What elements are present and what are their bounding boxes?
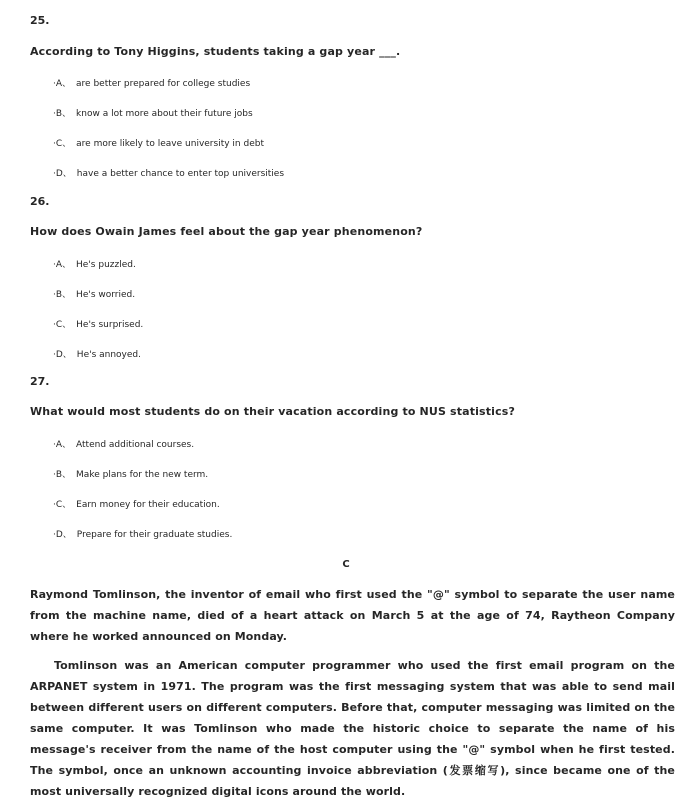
option-text: He's puzzled. bbox=[76, 260, 136, 270]
option-label: ·C、 bbox=[53, 500, 72, 510]
option-label: ·D、 bbox=[53, 350, 72, 360]
option-label: ·D、 bbox=[53, 169, 72, 179]
question-25-number: 25. bbox=[30, 14, 50, 27]
question-26-option-b[interactable] bbox=[53, 287, 135, 300]
question-25-option-c[interactable] bbox=[53, 136, 264, 149]
option-text: are more likely to leave university in debt bbox=[76, 139, 264, 149]
question-25-option-b[interactable] bbox=[53, 106, 253, 119]
option-text: have a better chance to enter top universities bbox=[76, 169, 285, 179]
question-26-option-d[interactable] bbox=[53, 347, 141, 360]
option-label: ·D、 bbox=[53, 530, 72, 540]
option-text: He's surprised. bbox=[76, 320, 144, 330]
question-27-option-d[interactable] bbox=[53, 527, 232, 540]
option-text: Earn money for their education. bbox=[76, 500, 220, 510]
question-25-stem: According to Tony Higgins, students taking a gap year ___. bbox=[30, 45, 401, 58]
question-27-stem: What would most students do on their vacation according to NUS statistics? bbox=[30, 405, 515, 418]
question-26-option-a[interactable] bbox=[53, 257, 136, 270]
option-text: Make plans for the new term. bbox=[76, 470, 209, 480]
question-25-option-d[interactable] bbox=[53, 166, 284, 179]
option-label: ·C、 bbox=[53, 320, 72, 330]
question-26-stem: How does Owain James feel about the gap year phenomenon? bbox=[30, 225, 423, 238]
option-label: ·A、 bbox=[53, 260, 72, 270]
section-label: C bbox=[342, 559, 350, 570]
question-27-option-a[interactable] bbox=[53, 437, 194, 450]
question-27-number: 27. bbox=[30, 375, 50, 388]
option-label: ·B、 bbox=[53, 109, 72, 119]
option-text: know a lot more about their future jobs bbox=[76, 109, 253, 119]
option-label: ·A、 bbox=[53, 79, 72, 89]
option-text: Prepare for their graduate studies. bbox=[76, 530, 233, 540]
option-label: ·C、 bbox=[53, 139, 72, 149]
question-27-option-c[interactable] bbox=[53, 497, 220, 510]
option-text: Attend additional courses. bbox=[76, 440, 195, 450]
option-text: He's worried. bbox=[76, 290, 136, 300]
question-26-option-c[interactable] bbox=[53, 317, 143, 330]
option-label: ·B、 bbox=[53, 290, 72, 300]
passage-paragraph-2: Tomlinson was an American computer programmer who used the first email program on the ARPANET system in 1971. The program was the first messaging system that was able to send mail between different users on different computers. Before that, computer messaging was limited on the same computer. It was Tomlinson who made the historic choice to separate the name of his message's receiver from the name of the host computer using the "@" symbol when he first tested. The symbol, once an unknown accounting invoice abbreviation (发票缩写), since became one of the most universally recognized digital icons around the world. bbox=[30, 659, 675, 798]
question-25-option-a[interactable] bbox=[53, 76, 250, 89]
option-label: ·B、 bbox=[53, 470, 72, 480]
question-26-number: 26. bbox=[30, 195, 50, 208]
option-text: He's annoyed. bbox=[76, 350, 141, 360]
option-text: are better prepared for college studies bbox=[76, 79, 251, 89]
option-label: ·A、 bbox=[53, 440, 72, 450]
question-27-option-b[interactable] bbox=[53, 467, 208, 480]
passage-paragraph-1: Raymond Tomlinson, the inventor of email who first used the "@" symbol to separate the user name from the machine name, died of a heart attack on March 5 at the age of 74, Raytheon Company where he worked announced on Monday. bbox=[30, 588, 675, 643]
